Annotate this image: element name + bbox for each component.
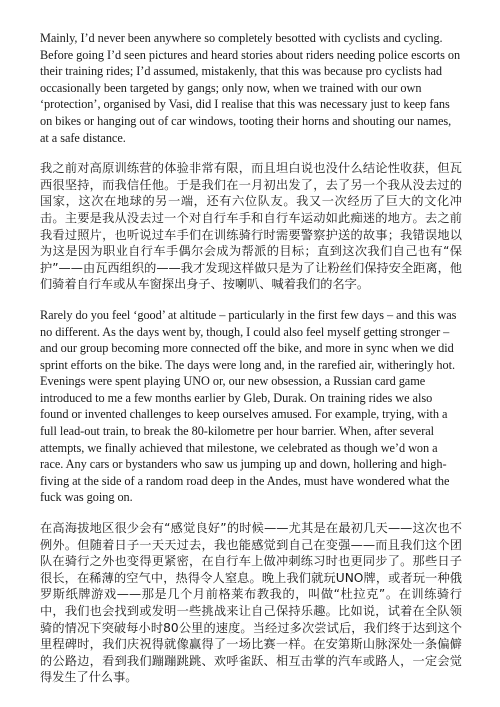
document-page bbox=[40, 30, 462, 700]
paragraph-english-2: Rarely do you feel ‘good’ at altitude – particularly in the first few days – and this was no different. As the days went by, though, I could also feel myself getting stronger – and our group becoming more connected off the bike, and more in sync when we did sprint efforts on the bike. The days were long and, in the rarefied air, witheringly hot. Evenings were spent playing UNO or, our new obsession, a Russian card game introduced to me a few months earlier by Gleb, Durak. On training rides we also found or invented challenges to keep ourselves amused. For example, trying, with a full lead-out train, to break the 80-kilometre per hour barrier. When, after several attempts, we finally achieved that milestone, we celebrated as though we’d won a race. Any cars or bystanders who saw us jumping up and down, hollering and high-fiving at the side of a random road deep in the Andes, must have wondered what the fuck was going on. bbox=[40, 307, 457, 505]
paragraph-english-1: Mainly, I’d never been anywhere so completely besotted with cyclists and cycling. Before going I’d seen pictures and heard stories about riders needing police escorts on their training rides; I’d assumed, mistakenly, that this was because pro cyclists had occasionally been targeted by gangs; only now, when we trained with our own ‘protection’, organised by Vasi, did I realise that this was necessary just to keep fans on bikes or hanging out of car windows, tooting their horns and shouting our names, at a safe distance. bbox=[40, 31, 461, 145]
paragraph-chinese-2: 在高海拔地区很少会有“感觉良好”的时候——尤其是在最初几天——这次也不例外。但随着日子一天天过去，我也能感觉到自己在变强——而且我们这个团队在骑行之外也变得更紧密，在自行车上做冲刺练习时也更同步了。那些日子很长，在稀薄的空气中，热得令人窒息。晚上我们就玩UNO牌，或者玩一种俄罗斯纸牌游戏——那是几个月前格莱布教我的，叫做“杜拉克”。在训练骑行中，我们也会找到或发明一些挑战来让自己保持乐趣。比如说，试着在全队领骑的情况下突破每小时80公里的速度。当经过多次尝试后，我们终于达到这个里程碑时，我们庆祝得就像赢得了一场比赛一样。在安第斯山脉深处一条偏僻的公路边，看到我们蹦蹦跳跳、欢呼雀跃、相互击掌的汽车或路人，一定会觉得发生了什么事。 bbox=[40, 521, 462, 685]
paragraph-chinese-1: 我之前对高原训练营的体验非常有限，而且坦白说也没什么结论性收获，但瓦西很坚持，而我信任他。于是我们在一月初出发了，去了另一个我从没去过的国家，这次在地球的另一端，还有六位队友。我又一次经历了巨大的文化冲击。主要是我从没去过一个对自行车手和自行车运动如此痴迷的地方。去之前我看过照片，也听说过车手们在训练骑行时需要警察护送的故事；我错误地以为这是因为职业自行车手偶尔会成为帮派的目标；直到这次我们自己也有“保护”——由瓦西组织的——我才发现这样做只是为了让粉丝们保持安全距离，他们骑着自行车或从车窗探出身子、按喇叭、喊着我们的名字。 bbox=[40, 161, 462, 292]
